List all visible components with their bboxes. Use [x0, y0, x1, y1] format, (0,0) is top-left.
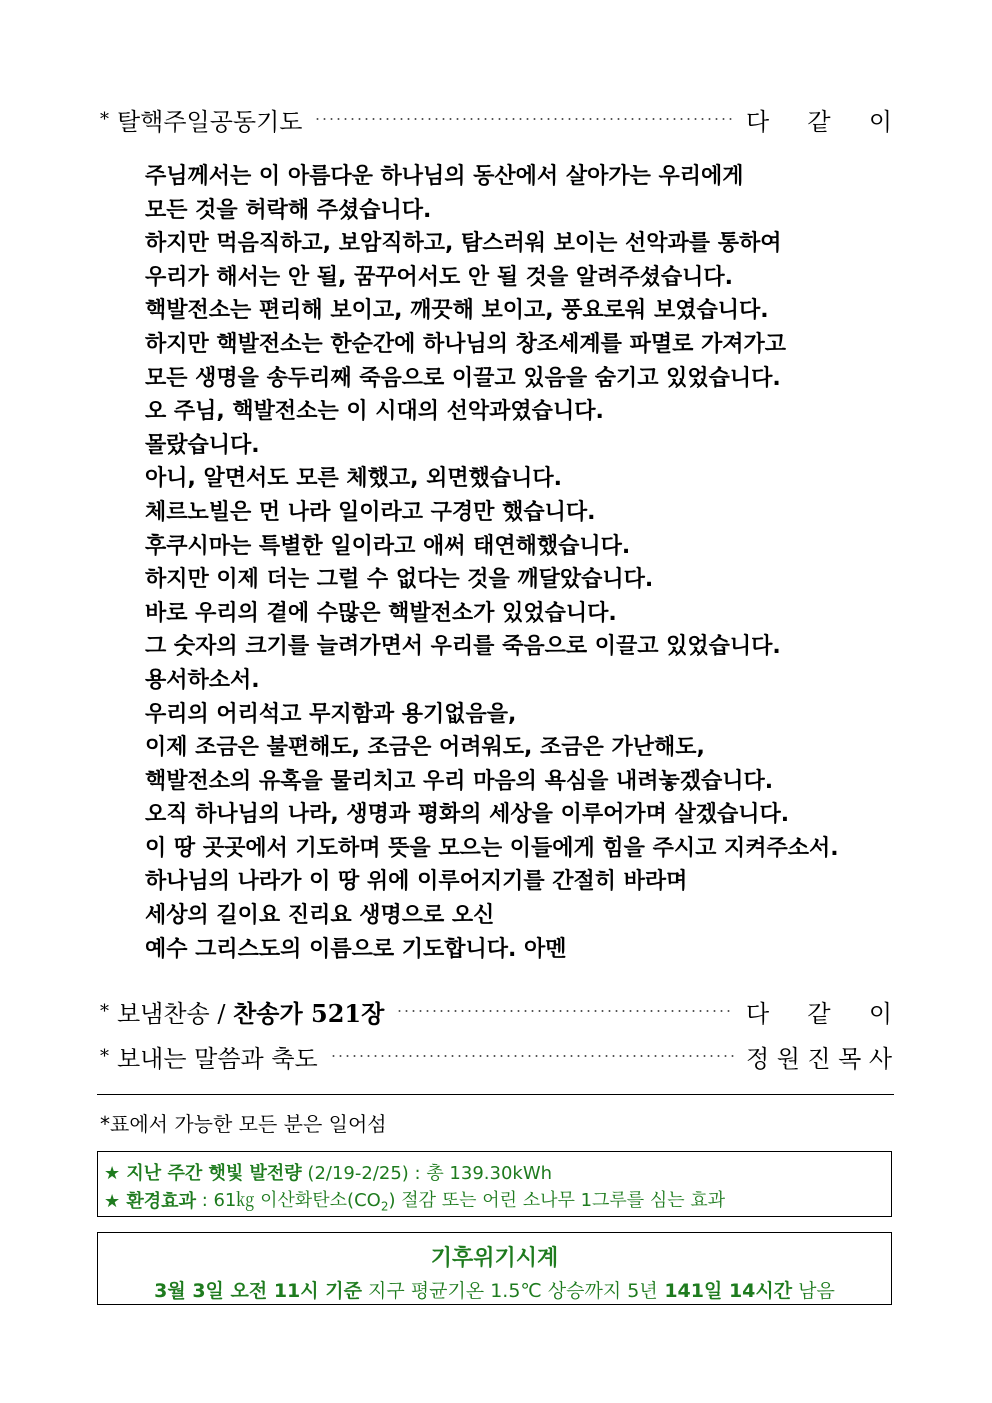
prayer-line: 아니, 알면서도 모른 체했고, 외면했습니다.	[145, 466, 562, 492]
asterisk-mark: *	[100, 1000, 109, 1022]
prayer-line: 하나님의 나라가 이 땅 위에 이루어지기를 간절히 바라며	[145, 869, 688, 895]
order-item-title: 보냄찬송 /	[117, 999, 234, 1028]
order-item-title: 보내는 말씀과 축도	[117, 1044, 318, 1073]
standing-note: *표에서 가능한 모든 분은 일어섬	[100, 1112, 387, 1136]
prayer-line: 체르노빌은 먼 나라 일이라고 구경만 했습니다.	[145, 499, 596, 525]
prayer-line: 이 땅 곳곳에서 기도하며 뜻을 모으는 이들에게 힘을 주시고 지켜주소서.	[145, 835, 839, 861]
prayer-text	[145, 160, 905, 966]
leader-dots	[396, 1009, 734, 1013]
asterisk-mark: *	[100, 108, 109, 130]
prayer-line: 우리가 해서는 안 될, 꿈꾸어서도 안 될 것을 알려주셨습니다.	[145, 264, 734, 290]
order-item-performer: 정 원 진 목 사	[746, 1044, 892, 1073]
prayer-line: 후쿠시마는 특별한 일이라고 애써 태연해했습니다.	[145, 533, 631, 559]
prayer-line: 하지만 먹음직하고, 보암직하고, 탐스러워 보이는 선악과를 통하여	[145, 231, 782, 257]
prayer-line: 몰랐습니다.	[145, 432, 260, 458]
order-item-joint-prayer	[100, 101, 892, 137]
solar-generation-label: ★ 지난 주간 햇빛 발전량	[104, 1163, 302, 1184]
prayer-line: 주님께서는 이 아름다운 하나님의 동산에서 살아가는 우리에게	[145, 164, 744, 189]
order-item-benediction	[100, 1038, 892, 1074]
climate-clock-title: 기후위기시계	[430, 1246, 559, 1271]
prayer-line: 세상의 길이요 진리요 생명으로 오신	[145, 903, 495, 929]
solar-generation-box	[97, 1151, 892, 1217]
climate-clock-box	[97, 1232, 892, 1305]
hymn-number: 찬송가 521장	[233, 998, 385, 1028]
order-item-performer: 다 같 이	[746, 107, 892, 136]
divider	[97, 1094, 894, 1095]
prayer-line: 핵발전소의 유혹을 물리치고 우리 마음의 욕심을 내려놓겠습니다.	[145, 768, 774, 794]
prayer-line: 이제 조금은 불편해도, 조금은 어려워도, 조금은 가난해도,	[145, 735, 705, 761]
prayer-line: 그 숫자의 크기를 늘려가면서 우리를 죽음으로 이끌고 있었습니다.	[145, 634, 781, 660]
order-item-performer: 다 같 이	[746, 999, 892, 1028]
environmental-effect-label: ★ 환경효과	[104, 1191, 196, 1212]
prayer-line: 오 주님, 핵발전소는 이 시대의 선악과였습니다.	[145, 399, 604, 425]
leader-dots	[314, 117, 734, 121]
prayer-line: 하지만 핵발전소는 한순간에 하나님의 창조세계를 파멸로 가져가고	[145, 331, 787, 357]
solar-generation-value: (2/19-2/25) : 총 139.30kWh	[301, 1163, 553, 1184]
climate-clock-text: 3월 3일 오전 11시 기준 지구 평균기온 1.5℃ 상승까지 5년 141일 14시간 남음	[154, 1280, 835, 1302]
prayer-line: 핵발전소는 편리해 보이고, 깨끗해 보이고, 풍요로워 보였습니다.	[145, 298, 769, 324]
prayer-line: 모든 것을 허락해 주셨습니다.	[145, 197, 432, 223]
order-item-closing-hymn	[100, 993, 892, 1029]
environmental-effect-row	[104, 1186, 891, 1214]
prayer-line: 모든 생명을 송두리째 죽음으로 이끌고 있음을 숨기고 있었습니다.	[145, 365, 781, 391]
prayer-line: 예수 그리스도의 이름으로 기도합니다. 아멘	[145, 936, 567, 962]
prayer-line: 용서하소서.	[145, 667, 260, 693]
environmental-effect-value: : 61㎏ 이산화탄소$(CO_2)$ 절감 또는 어린 소나무 1그루를 심는 효과	[195, 1190, 726, 1214]
asterisk-mark: *	[100, 1045, 109, 1067]
order-item-title: 탈핵주일공동기도	[117, 107, 303, 136]
prayer-line: 오직 하나님의 나라, 생명과 평화의 세상을 이루어가며 살겠습니다.	[145, 802, 790, 828]
prayer-line: 바로 우리의 곁에 수많은 핵발전소가 있었습니다.	[145, 600, 617, 626]
solar-generation-row	[104, 1158, 891, 1186]
prayer-line: 우리의 어리석고 무지함과 용기없음을,	[145, 701, 517, 727]
prayer-line: 하지만 이제 더는 그럴 수 없다는 것을 깨달았습니다.	[145, 567, 654, 593]
leader-dots	[330, 1054, 734, 1058]
